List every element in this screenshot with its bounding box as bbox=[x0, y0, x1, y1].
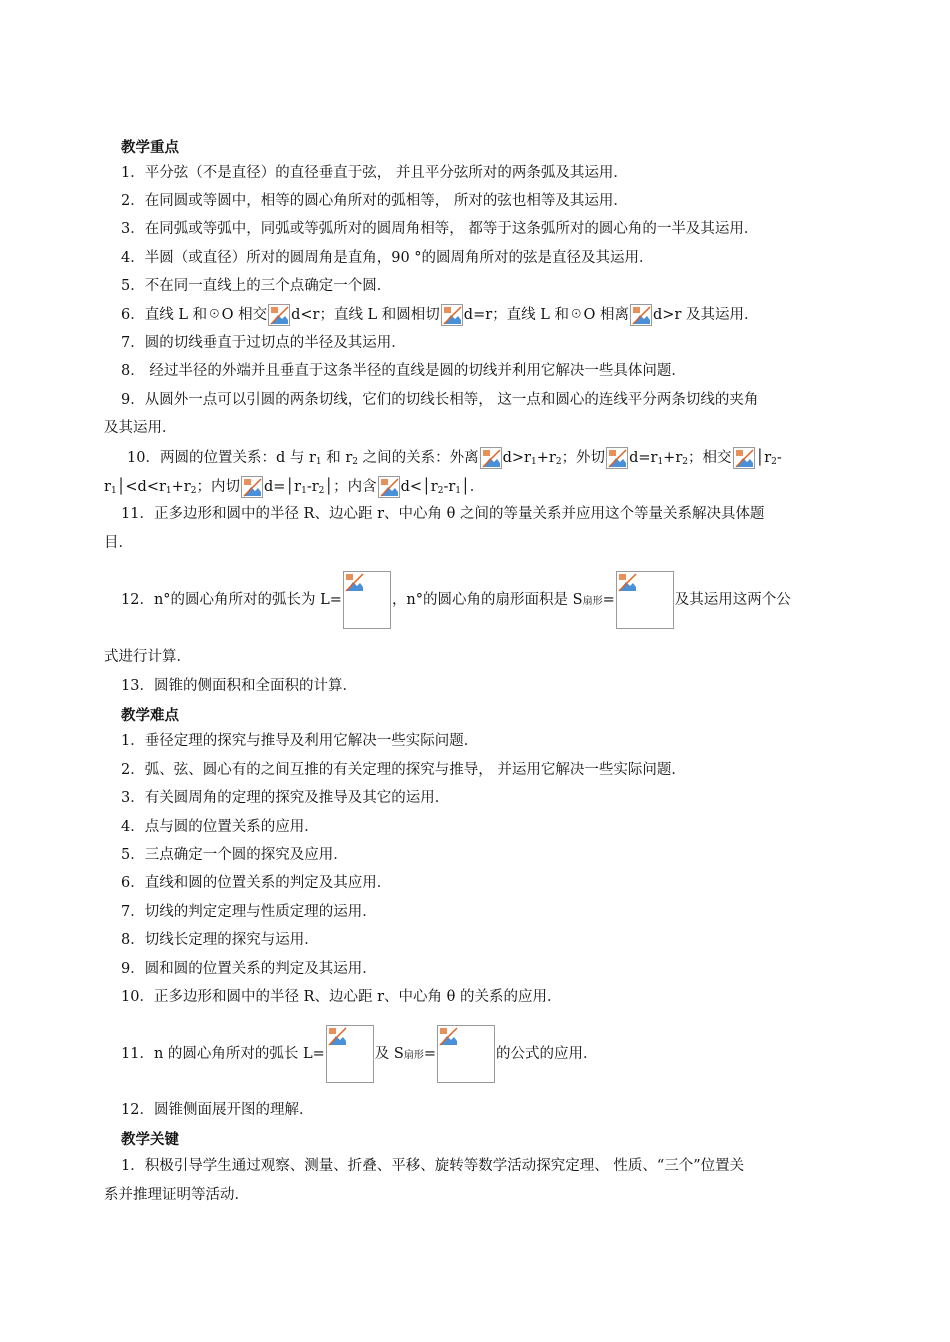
focus-item-11-line-1: 11．正多边形和圆中的半径 R、边心距 r、中心角 θ 之间的等量关系并应用这个等量关系解决具体题 bbox=[121, 506, 765, 522]
subscript: 扇形 bbox=[403, 1050, 424, 1061]
difficulty-item-9: 9．圆和圆的位置关系的判定及其运用． bbox=[121, 961, 377, 977]
item12-text: = bbox=[602, 592, 615, 608]
broken-image-icon bbox=[441, 304, 463, 326]
subscript: 2 bbox=[771, 457, 777, 467]
item10-text: ；相交 bbox=[688, 450, 732, 466]
item10-text: d=r bbox=[629, 450, 658, 466]
item10-text: 之间的关系：外离 bbox=[358, 450, 479, 466]
subscript: 1 bbox=[110, 486, 117, 496]
formula-image-icon bbox=[326, 1025, 374, 1083]
focus-item-5: 5．不在同一直线上的三个点确定一个圆． bbox=[121, 278, 392, 294]
item10-text: -r bbox=[443, 479, 456, 495]
item6-text-d: d>r 及其运用． bbox=[653, 307, 759, 323]
item10-text: 和 r bbox=[321, 450, 353, 466]
focus-item-1: 1．平分弦（不是直径）的直径垂直于弦， 并且平分弦所对的两条弧及其运用． bbox=[121, 165, 628, 181]
item6-text-b: d<r；直线 L 和圆相切 bbox=[291, 307, 440, 323]
broken-image-icon bbox=[241, 476, 263, 498]
subscript: 2 bbox=[190, 486, 197, 496]
focus-item-9-line-2: 及其运用． bbox=[104, 420, 177, 436]
subscript: 1 bbox=[165, 486, 172, 496]
item10-text: d>r bbox=[502, 450, 531, 466]
difficulty-item-1: 1．垂径定理的探究与推导及利用它解决一些实际问题． bbox=[121, 733, 479, 749]
focus-item-6 bbox=[121, 304, 759, 326]
subscript: 1 bbox=[301, 486, 307, 496]
broken-image-icon bbox=[480, 447, 502, 469]
subscript: 扇形 bbox=[582, 596, 603, 607]
focus-item-11-line-2: 目． bbox=[104, 535, 133, 551]
subscript: 2 bbox=[437, 486, 444, 496]
focus-item-7: 7．圆的切线垂直于过切点的半径及其运用． bbox=[121, 335, 406, 351]
focus-item-13: 13．圆锥的侧面积和全面积的计算． bbox=[121, 678, 357, 694]
difficulty-item-2: 2．弧、弦、圆心有的之间互推的有关定理的探究与推导， 并运用它解决一些实际问题． bbox=[121, 762, 686, 778]
item6-text-a: 6．直线 L 和☉O 相交 bbox=[121, 307, 268, 323]
focus-item-2: 2．在同圆或等圆中，相等的圆心角所对的弧相等， 所对的弦也相等及其运用． bbox=[121, 193, 628, 209]
item10-text: │<d<r bbox=[116, 479, 166, 495]
item10-text: r bbox=[104, 479, 111, 495]
difficulty-item-7: 7．切线的判定定理与性质定理的运用． bbox=[121, 904, 377, 920]
item6-text-c: d=r；直线 L 和☉O 相离 bbox=[463, 307, 630, 323]
diff11-text: 及 S bbox=[374, 1046, 404, 1062]
focus-item-10-line-1 bbox=[127, 447, 782, 472]
diff11-text: = bbox=[423, 1046, 436, 1062]
difficulty-item-3: 3．有关圆周角的定理的探究及推导及其它的运用． bbox=[121, 790, 450, 806]
difficulty-item-8: 8．切线长定理的探究与运用． bbox=[121, 932, 319, 948]
item10-text: -r bbox=[306, 479, 319, 495]
item10-text: d=│r bbox=[263, 479, 302, 495]
key-item-1-line-1: 1．积极引导学生通过观察、测量、折叠、平移、旋转等数学活动探究定理、 性质、“三个”位置关 bbox=[121, 1158, 745, 1174]
focus-item-9-line-1: 9．从圆外一点可以引圆的两条切线，它们的切线长相等， 这一点和圆心的连线平分两条切线的夹角 bbox=[121, 392, 759, 408]
difficulty-item-10: 10．正多边形和圆中的半径 R、边心距 r、中心角 θ 的关系的应用． bbox=[121, 989, 562, 1005]
difficulty-item-6: 6．直线和圆的位置关系的判定及其应用． bbox=[121, 875, 392, 891]
key-item-1-line-2: 系并推理证明等活动． bbox=[104, 1187, 249, 1203]
diff11-text: 11．n 的圆心角所对的弧长 L= bbox=[121, 1046, 325, 1062]
item10-text: - bbox=[776, 450, 782, 466]
subscript: 1 bbox=[455, 486, 462, 496]
broken-image-icon bbox=[378, 476, 400, 498]
item10-text: +r bbox=[171, 479, 191, 495]
focus-item-3: 3．在同弧或等弧中，同弧或等弧所对的圆周角相等， 都等于这条弧所对的圆心角的一半及其运用． bbox=[121, 221, 759, 237]
item10-text: +r bbox=[536, 450, 556, 466]
broken-image-icon bbox=[733, 447, 755, 469]
difficulty-item-5: 5．三点确定一个圆的探究及应用． bbox=[121, 847, 348, 863]
focus-item-12-line-1 bbox=[121, 571, 791, 631]
item10-text: +r bbox=[663, 450, 683, 466]
focus-item-4: 4．半圆（或直径）所对的圆周角是直角，90 °的圆周角所对的弦是直径及其运用． bbox=[121, 250, 654, 266]
section-heading-key: 教学关键 bbox=[121, 1131, 179, 1148]
item10-text: │． bbox=[461, 479, 485, 495]
subscript: 2 bbox=[352, 457, 359, 467]
section-heading-difficulty: 教学难点 bbox=[121, 707, 179, 724]
subscript: 2 bbox=[555, 457, 562, 467]
diff11-text: 的公式的应用． bbox=[496, 1046, 598, 1062]
item10-text: │r bbox=[755, 450, 772, 466]
formula-image-icon bbox=[437, 1025, 495, 1083]
subscript: 1 bbox=[657, 457, 664, 467]
difficulty-item-12: 12．圆锥侧面展开图的理解． bbox=[121, 1102, 314, 1118]
subscript: 2 bbox=[682, 457, 688, 467]
formula-image-icon bbox=[616, 571, 674, 629]
broken-image-icon bbox=[630, 304, 652, 326]
formula-image-icon bbox=[343, 571, 391, 629]
broken-image-icon bbox=[268, 304, 290, 326]
item12-text: 及其运用这两个公 bbox=[674, 592, 791, 608]
item10-text: ；内切 bbox=[196, 479, 240, 495]
subscript: 2 bbox=[318, 486, 325, 496]
item12-text: 12．n°的圆心角所对的弧长为 L= bbox=[121, 592, 342, 608]
difficulty-item-4: 4．点与圆的位置关系的应用． bbox=[121, 819, 319, 835]
difficulty-item-11 bbox=[121, 1025, 598, 1085]
item10-text: 10．两圆的位置关系：d 与 r bbox=[127, 450, 316, 466]
item10-text: ；外切 bbox=[561, 450, 606, 466]
focus-item-10-line-2 bbox=[104, 476, 484, 501]
focus-item-12-line-2: 式进行计算． bbox=[104, 649, 191, 665]
subscript: 1 bbox=[315, 457, 322, 467]
section-heading-focus: 教学重点 bbox=[121, 139, 179, 156]
broken-image-icon bbox=[606, 447, 628, 469]
item10-text: d<│r bbox=[400, 479, 438, 495]
item12-text: ，n°的圆心角的扇形面积是 S bbox=[391, 592, 583, 608]
item10-text: │；内含 bbox=[324, 479, 377, 495]
focus-item-8: 8． 经过半径的外端并且垂直于这条半径的直线是圆的切线并利用它解决一些具体问题． bbox=[121, 363, 686, 379]
subscript: 1 bbox=[531, 457, 537, 467]
